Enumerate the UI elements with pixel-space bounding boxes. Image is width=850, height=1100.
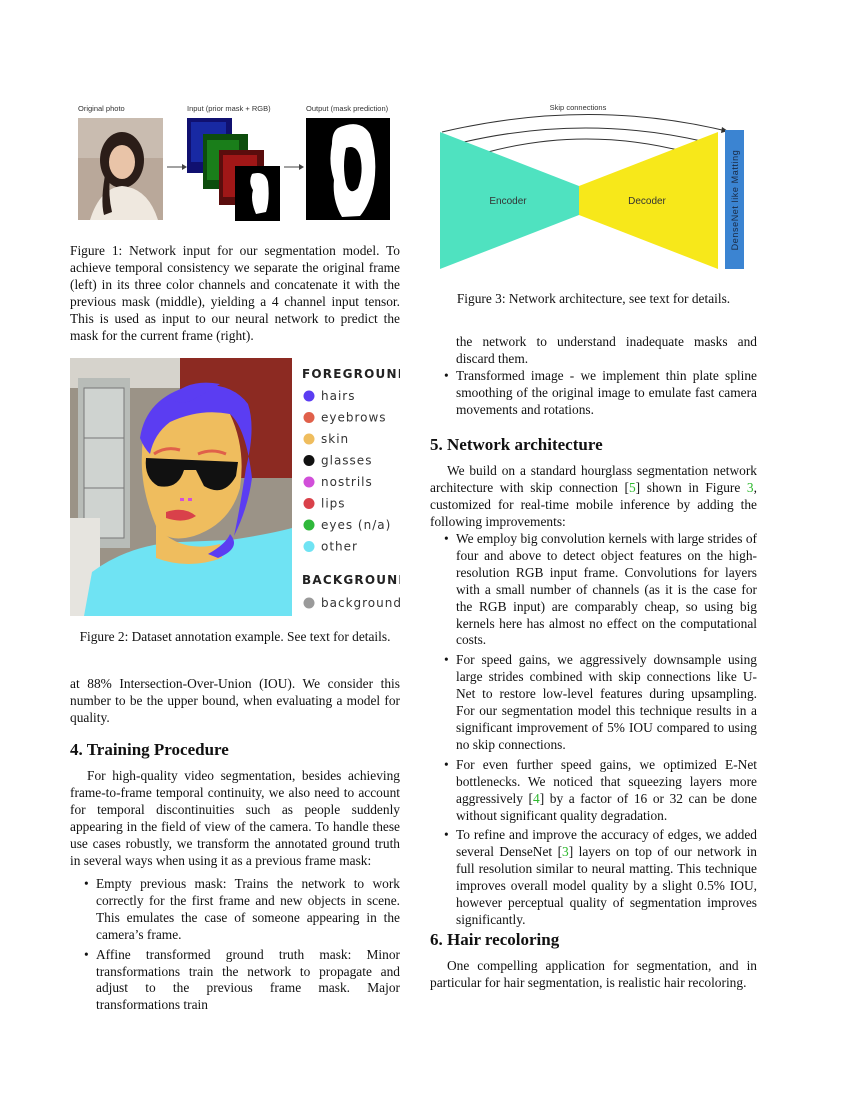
bullet-enet — [430, 757, 757, 825]
section-4-title: 4. Training Procedure — [70, 740, 229, 759]
figure-1 — [70, 100, 400, 225]
legend-label-background: background — [321, 596, 400, 610]
bullet-densenet — [430, 827, 757, 928]
legend-label: lips — [321, 496, 346, 511]
continued-bullet-text: the network to understand inadequate masks and discard them. — [456, 334, 757, 366]
figure-2-graphic — [70, 358, 400, 618]
bullet-downsample: • For speed gains, we aggressively downsample using large strides combined with skip connections like U-Net to restore low-level features during upsampling. For our segmentation model this technique results in a significant improvement of 5% IOU compared to using no skip connections. — [430, 652, 757, 753]
section-5-text-c: , customized for real-time mobile inference by adding the following improvements: — [430, 479, 757, 529]
legend-swatch-background — [304, 598, 315, 609]
section-6-paragraph: One compelling application for segmentation, and in particular for hair segmentation, is realistic hair recoloring. — [430, 958, 757, 990]
legend-label: other — [321, 539, 358, 554]
legend-label: skin — [321, 432, 350, 446]
label-input: Input (prior mask + RGB) — [187, 104, 271, 113]
section-5-paragraph — [430, 463, 757, 531]
legend-swatch — [304, 391, 315, 402]
section-4-bullets — [70, 876, 400, 1014]
legend-swatch — [304, 455, 315, 466]
section-6-title: 6. Hair recoloring — [430, 930, 560, 949]
legend-swatch — [304, 412, 315, 423]
legend-swatch — [304, 541, 315, 552]
section-4-paragraph: For high-quality video segmentation, besides achieving frame-to-frame temporal continuity, we also need to account for temporal discontinuities such as people suddenly appearing in the field of view of the camera. To handle these use cases robustly, we transform the annotated ground truth in several ways when using it as a previous frame mask: — [70, 768, 400, 868]
label-original-photo: Original photo — [78, 104, 125, 113]
transformed-image-bullet — [430, 368, 757, 419]
figure-2-caption: Figure 2: Dataset annotation example. See text for details. — [79, 629, 391, 644]
figure-3-link[interactable]: 3 — [746, 479, 754, 495]
section-5-bullets — [430, 531, 757, 929]
legend-items — [304, 389, 392, 554]
bullet-empty-mask: • Empty previous mask: Trains the network to work correctly for the first frame and new objects in scene. This emulates the case of someone appearing in the camera’s frame. — [70, 876, 400, 944]
bullet-big-kernels: • We employ big convolution kernels with large strides of four and above to detect object features on the high-resolution RGB input frame. Convolutions for layers with a small number of channels (as it is the case for the RGB input) are comparably cheap, so using big kernels here has almost no effect on the computational costs. — [430, 531, 757, 649]
bullet-transformed-image: • Transformed image - we implement thin plate spline smoothing of the original image to emulate fast camera movements and rotations. — [430, 368, 757, 419]
encoder-label: Encoder — [489, 196, 527, 207]
label-output: Output (mask prediction) — [306, 104, 389, 113]
decoder-label: Decoder — [628, 196, 666, 207]
legend-foreground-heading: FOREGROUND — [302, 367, 400, 381]
legend-swatch — [304, 477, 315, 488]
citation-3-link[interactable]: 3 — [562, 844, 569, 860]
figure-3-caption: Figure 3: Network architecture, see text for details. — [456, 291, 731, 306]
bullet-densenet-text-a: To refine and improve the accuracy of edges, we added several DenseNet [ — [456, 827, 757, 860]
skip-connections-label: Skip connections — [549, 103, 607, 112]
left-paragraph-continued: at 88% Intersection-Over-Union (IOU). We consider this number to be the upper bound, when evaluating a model for quality. — [70, 676, 400, 725]
figure-1-caption: Figure 1: Network input for our segmentation model. To achieve temporal consistency we separate the original frame (left) in its three color channels and concatenate it with the previous mask (middle), yielding a 4 channel input tensor. This is used as input to our neural network to predict the mask for the current frame (right). — [70, 243, 400, 343]
bullet-enet-text-b: ] by a factor of 16 or 32 can be done without significant quality degradation. — [456, 790, 757, 823]
section-5-text-b: ] shown in Figure — [635, 479, 747, 495]
legend-label: eyes (n/a) — [321, 518, 392, 532]
legend-swatch — [304, 520, 315, 531]
legend-label: hairs — [321, 389, 356, 403]
legend-background-heading: BACKGROUND — [302, 573, 400, 587]
legend-label: nostrils — [321, 475, 373, 489]
section-5-title: 5. Network architecture — [430, 435, 603, 454]
legend-label: glasses — [321, 453, 373, 468]
citation-5-link[interactable]: 5 — [628, 479, 636, 495]
bullet-affine-mask: • Affine transformed ground truth mask: Minor transformations train the network to propagate and adjust to the previous frame mask. Major transformations train — [70, 947, 400, 1015]
figure-2 — [70, 358, 400, 618]
legend-label: eyebrows — [321, 410, 387, 425]
citation-4-link[interactable]: 4 — [533, 790, 540, 806]
bullet-densenet-text-b: ] layers on top of our network in full resolution similar to neural matting. This technique improves overall model quality by a slight 0.5% IOU, however perceptual quality of segmentation improves significantly. — [456, 844, 757, 927]
section-5-text-a: We build on a standard hourglass segmentation network architecture with skip connection [ — [430, 463, 757, 495]
legend-swatch — [304, 434, 315, 445]
figure-3 — [436, 102, 756, 274]
figure-1-graphic — [70, 100, 400, 225]
densenet-label: DenseNet like Matting — [730, 149, 740, 251]
bullet-enet-text-a: For even further speed gains, we optimized E-Net bottlenecks. We noticed that squeezing layers more aggressively [ — [456, 756, 757, 806]
legend-swatch — [304, 498, 315, 509]
figure-3-graphic — [436, 102, 756, 274]
